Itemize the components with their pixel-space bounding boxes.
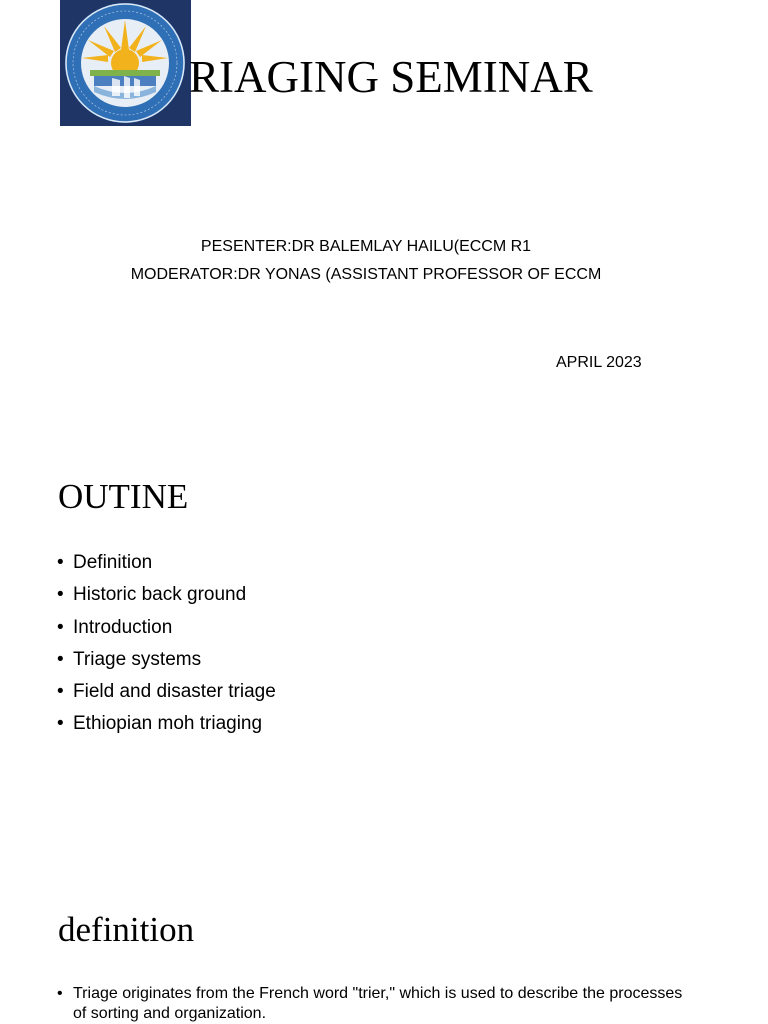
university-logo [60, 0, 191, 126]
list-item [57, 615, 276, 647]
definition-list [57, 984, 697, 1024]
presenter-line: PESENTER:DR BALEMLAY HAILU(ECCM R1 [200, 238, 532, 255]
list-item [57, 711, 276, 743]
list-item-text: Introduction [73, 616, 173, 638]
bullet-icon: • [57, 648, 64, 670]
seminar-date: APRIL 2023 [556, 354, 642, 371]
list-item-text: Definition [73, 552, 153, 573]
list-item [57, 550, 276, 582]
list-item [57, 679, 276, 711]
bullet-icon: • [57, 985, 63, 1002]
bullet-icon: • [57, 584, 64, 606]
list-item [57, 984, 697, 1024]
bullet-icon: • [57, 681, 64, 703]
outline-list [57, 550, 276, 744]
university-seal-icon [60, 0, 191, 126]
bullet-icon: • [57, 713, 64, 735]
slide-title: RIAGING SEMINAR [189, 52, 593, 102]
list-item-text: Field and disaster triage [73, 681, 276, 703]
list-item-text: Triage originates from the French word "trier," which is used to describe the processes of sorting and organization. [73, 985, 683, 1022]
bullet-icon: • [57, 552, 64, 573]
outline-heading: OUTINE [58, 477, 189, 516]
bullet-icon: • [57, 616, 64, 638]
list-item-text: Triage systems [73, 648, 202, 670]
list-item-text: Ethiopian moh triaging [73, 713, 263, 735]
definition-heading: definition [58, 910, 195, 949]
list-item [57, 647, 276, 679]
moderator-line: MODERATOR:DR YONAS (ASSISTANT PROFESSOR OF ECCM [130, 266, 602, 283]
list-item-text: Historic back ground [73, 584, 247, 606]
list-item [57, 582, 276, 614]
